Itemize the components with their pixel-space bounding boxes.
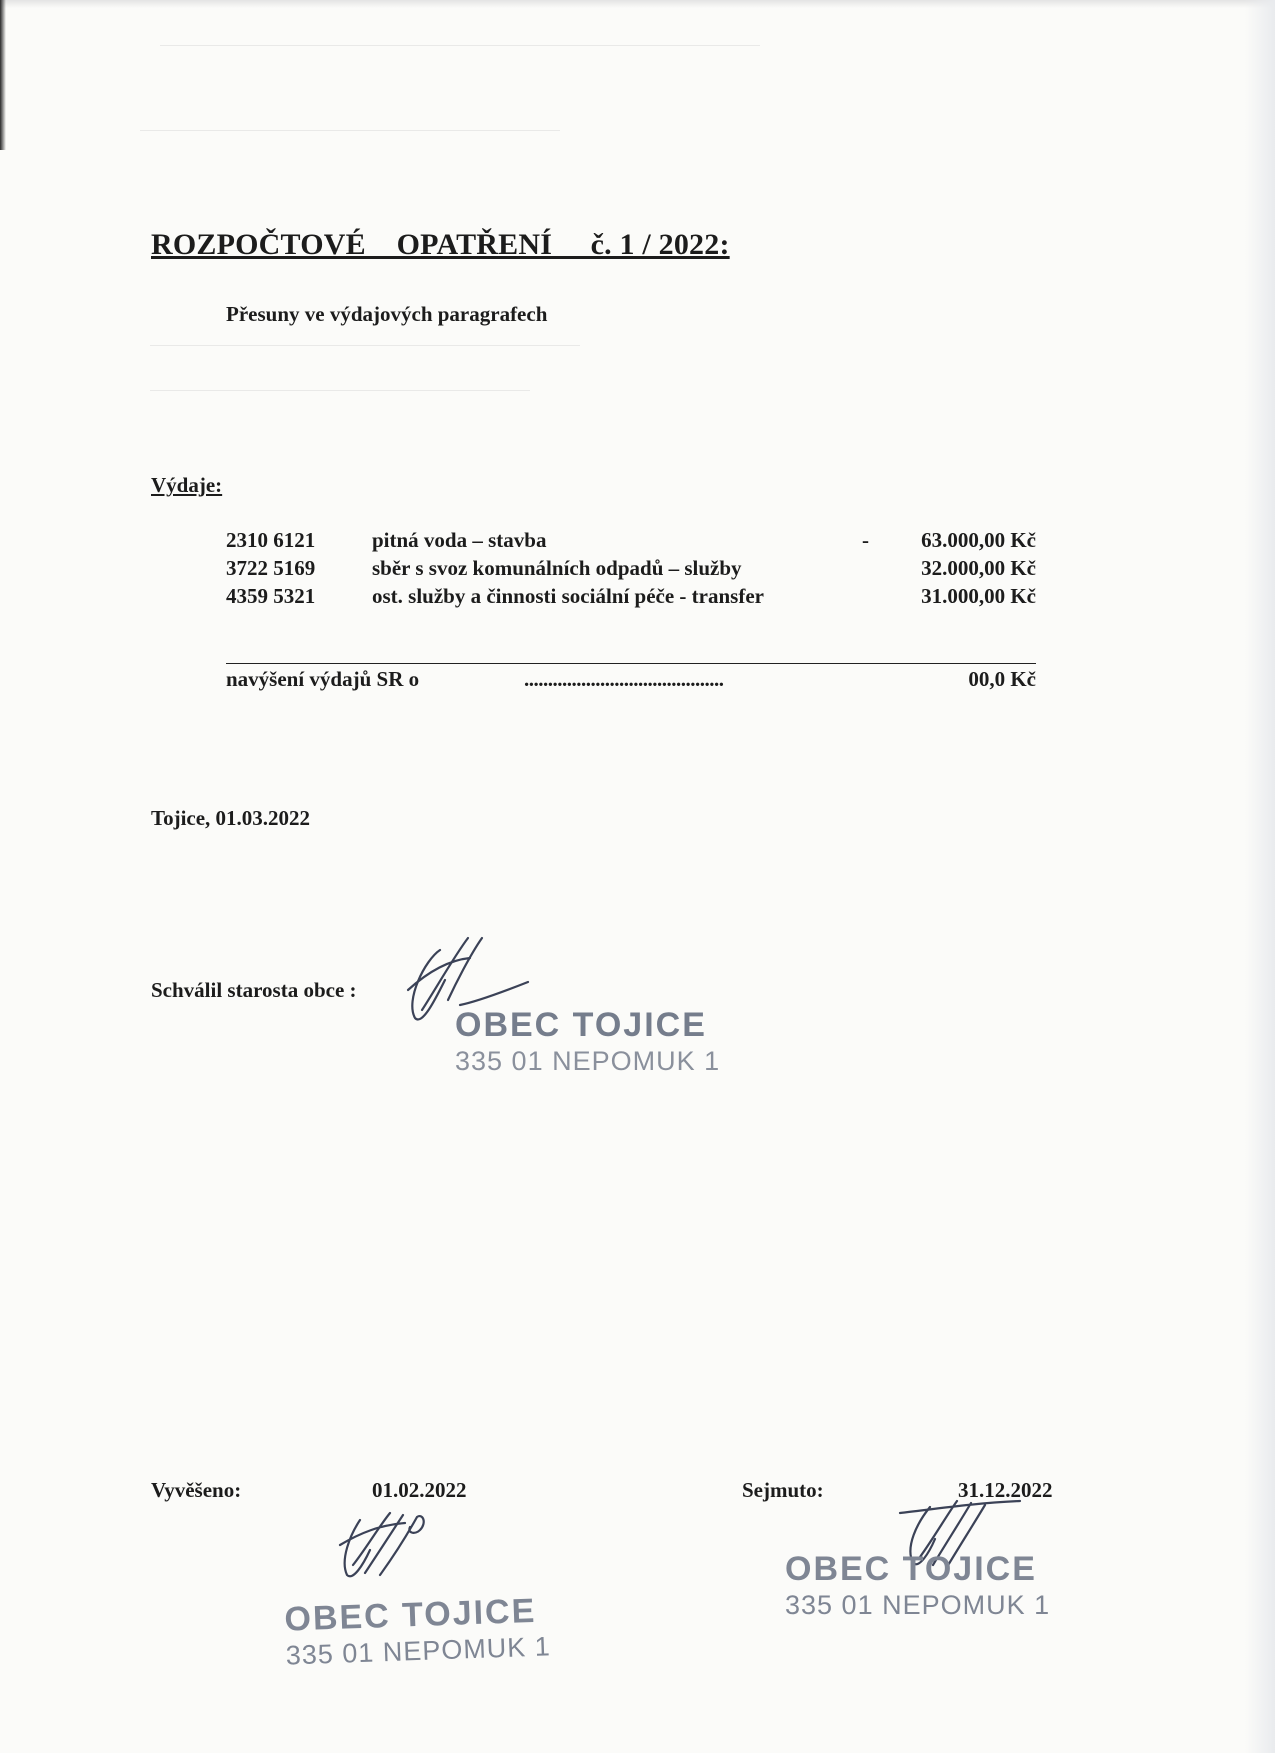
posted-stamp (284, 1593, 551, 1669)
stamp-line-name: OBEC TOJICE (455, 1006, 707, 1044)
stamp-line-address: 335 01 NEPOMUK 1 (285, 1631, 552, 1671)
budget-code: 2310 6121 (226, 528, 316, 552)
budget-description: sběr s svoz komunálních odpadů – služby (372, 556, 742, 580)
budget-amount: 31.000,00 Kč (921, 584, 1036, 608)
show-through-line (150, 345, 580, 346)
stamp-line-address: 335 01 NEPOMUK 1 (455, 1046, 721, 1076)
place-date: Tojice, 01.03.2022 (151, 806, 311, 830)
approved-label: Schválil starosta obce : (151, 978, 357, 1002)
show-through-line (150, 390, 530, 391)
scan-edge-right (1245, 0, 1275, 1753)
budget-amount: 63.000,00 Kč (921, 528, 1036, 552)
document-title: ROZPOČTOVÉ OPATŘENÍ č. 1 / 2022: (151, 228, 730, 261)
budget-row (226, 584, 1036, 610)
section-label: Výdaje: (151, 473, 223, 497)
removed-label: Sejmuto: (742, 1478, 824, 1502)
budget-code: 3722 5169 (226, 556, 316, 580)
show-through-line (140, 130, 560, 131)
total-row (226, 667, 1036, 695)
total-amount: 00,0 Kč (968, 667, 1036, 691)
budget-row (226, 556, 1036, 582)
total-dots: .......................................... (524, 667, 724, 691)
removed-date: 31.12.2022 (958, 1478, 1053, 1502)
show-through-line (160, 45, 760, 46)
budget-amount: 32.000,00 Kč (921, 556, 1036, 580)
total-divider (226, 663, 1036, 664)
posted-date: 01.02.2022 (372, 1478, 467, 1502)
budget-description: ost. služby a činnosti sociální péče - transfer (372, 584, 764, 608)
posted-signature (335, 1505, 455, 1585)
scan-edge-left (0, 0, 6, 150)
stamp-line-name: OBEC TOJICE (283, 1591, 537, 1639)
stamp-line-name: OBEC TOJICE (785, 1550, 1037, 1588)
approval-stamp (455, 1008, 720, 1075)
budget-sign: - (862, 528, 869, 552)
removed-stamp (785, 1552, 1050, 1619)
document-subtitle: Přesuny ve výdajových paragrafech (226, 302, 548, 326)
stamp-line-address: 335 01 NEPOMUK 1 (785, 1590, 1051, 1620)
budget-description: pitná voda – stavba (372, 528, 547, 552)
posted-label: Vyvěšeno: (151, 1478, 242, 1502)
total-label: navýšení výdajů SR o (226, 667, 420, 691)
budget-row (226, 528, 1036, 554)
budget-code: 4359 5321 (226, 584, 316, 608)
scan-edge-top (0, 0, 1275, 8)
